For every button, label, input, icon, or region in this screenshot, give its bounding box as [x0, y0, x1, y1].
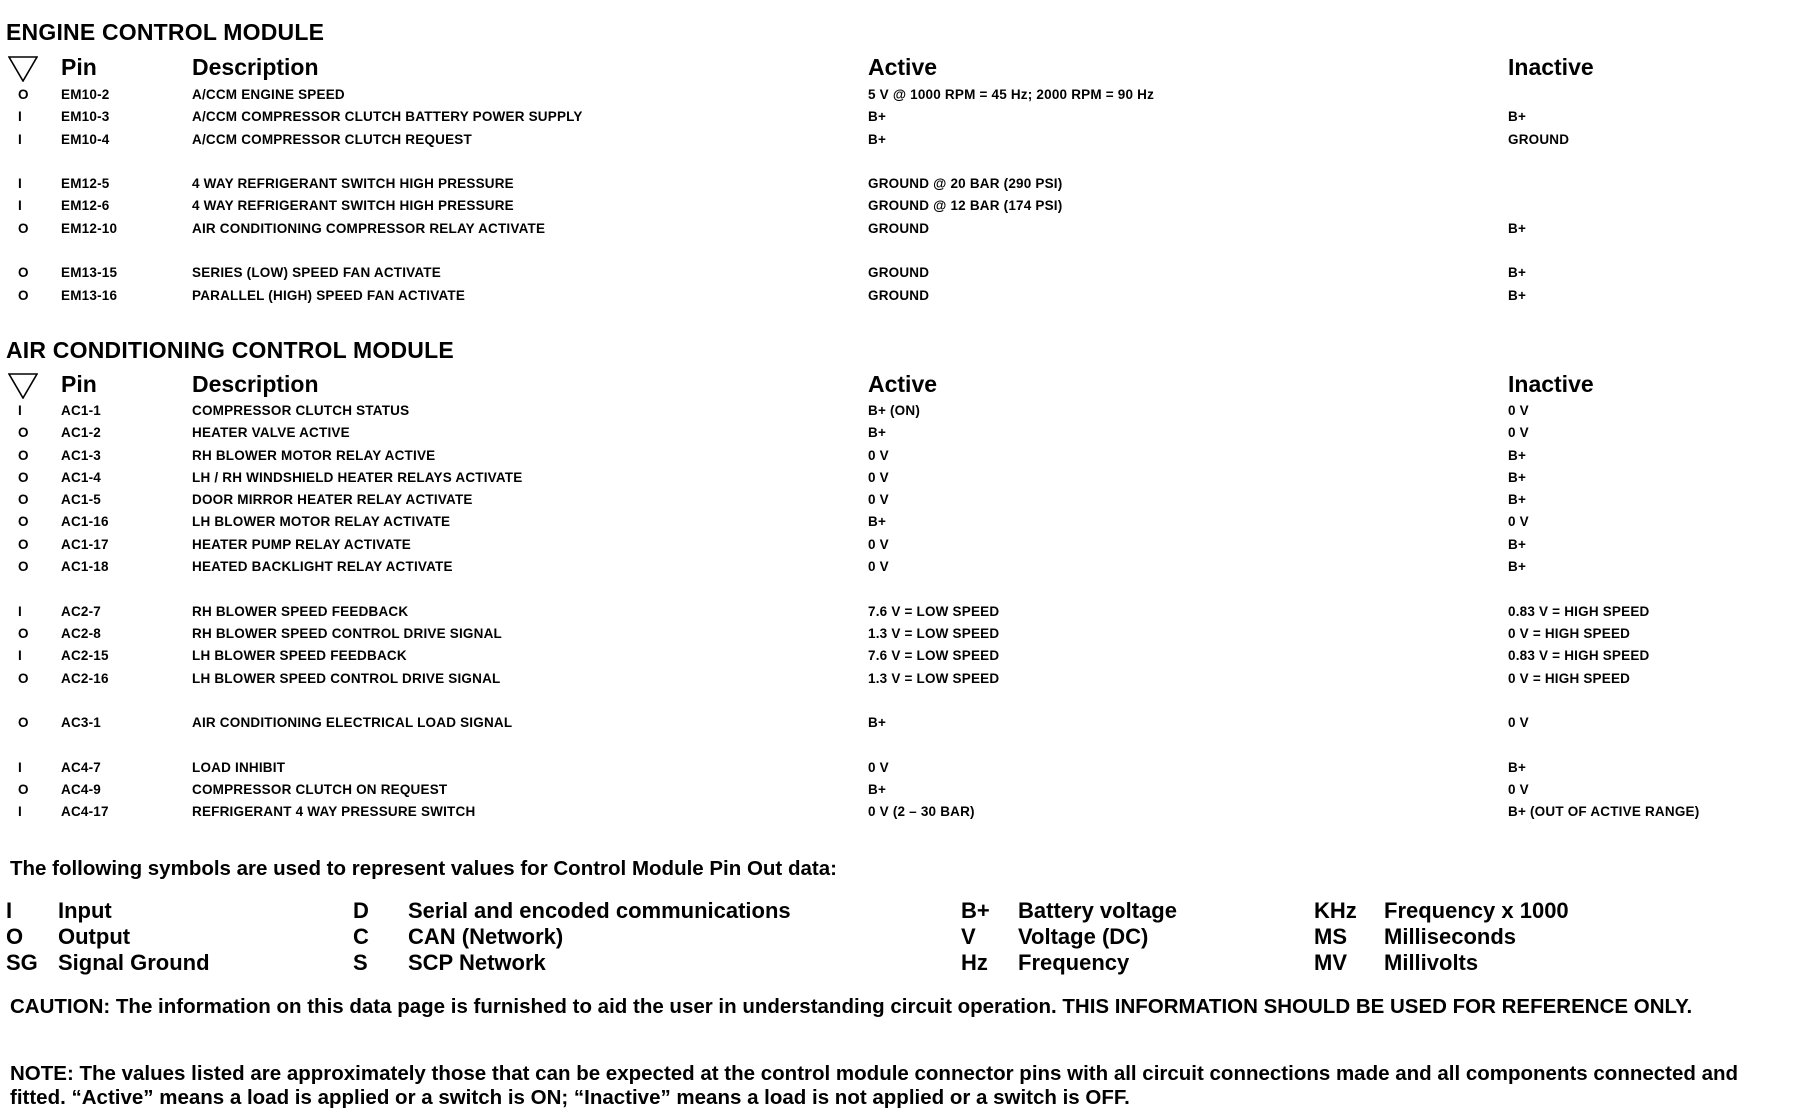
table-row — [6, 445, 1788, 467]
table-row — [6, 467, 1788, 489]
pin-io-type: O — [18, 625, 29, 641]
pin-description: 4 WAY REFRIGERANT SWITCH HIGH PRESSURE — [192, 198, 514, 214]
inactive-value: 0 V — [1508, 425, 1529, 441]
pin-description: REFRIGERANT 4 WAY PRESSURE SWITCH — [192, 804, 476, 820]
table-row — [6, 489, 1788, 511]
pin-description: RH BLOWER SPEED CONTROL DRIVE SIGNAL — [192, 625, 502, 641]
legend-meaning: Voltage (DC) — [1018, 924, 1149, 949]
pin-id: AC1-4 — [61, 469, 102, 485]
pin-description: RH BLOWER MOTOR RELAY ACTIVE — [192, 447, 436, 463]
legend-symbol: KHz — [1314, 898, 1357, 923]
active-value: B+ — [868, 131, 887, 147]
pin-io-type: I — [18, 648, 22, 664]
pin-id: AC1-16 — [61, 514, 109, 530]
header-active: Active — [868, 371, 938, 397]
legend-symbol: D — [353, 898, 369, 923]
table-row — [6, 511, 1788, 533]
pin-io-type: O — [18, 782, 29, 798]
legend-symbol: MS — [1314, 924, 1347, 949]
pin-id: AC1-3 — [61, 447, 102, 463]
pin-io-type: I — [18, 603, 22, 619]
legend-meaning: Output — [58, 924, 131, 949]
legend-meaning: Millivolts — [1384, 950, 1479, 975]
inactive-value: B+ — [1508, 265, 1527, 281]
pin-id: AC3-1 — [61, 715, 102, 731]
pin-id: AC4-9 — [61, 782, 102, 798]
pin-io-type: O — [18, 87, 29, 102]
pin-io-type: O — [18, 447, 29, 463]
table-row — [6, 218, 1788, 240]
pin-id: EM13-15 — [61, 265, 118, 281]
table-row — [6, 623, 1788, 645]
active-value: 0 V — [868, 469, 889, 485]
header-inactive: Inactive — [1508, 54, 1594, 80]
pin-description: HEATED BACKLIGHT RELAY ACTIVATE — [192, 559, 453, 575]
active-value: 0 V — [868, 759, 889, 775]
pin-id: EM12-5 — [61, 176, 110, 192]
legend-meaning: Serial and encoded communications — [408, 898, 791, 923]
inactive-value: B+ (OUT OF ACTIVE RANGE) — [1508, 804, 1700, 820]
pin-io-type: O — [18, 559, 29, 575]
pin-description: 4 WAY REFRIGERANT SWITCH HIGH PRESSURE — [192, 176, 514, 192]
header-pin: Pin — [61, 371, 97, 397]
section-title-accm: AIR CONDITIONING CONTROL MODULE — [6, 337, 454, 363]
inactive-value: 0.83 V = HIGH SPEED — [1508, 603, 1650, 619]
active-value: GROUND — [868, 220, 930, 236]
note-text: NOTE: The values listed are approximately those that can be expected at the control module connector pins with all circuit connections made and all components connected and fitted. “Active” means a load is applied or a switch is ON; “Inactive” means a load is not applied or a switch is OFF. — [10, 1062, 1739, 1109]
inactive-value: B+ — [1508, 447, 1527, 463]
active-value: B+ (ON) — [868, 403, 921, 418]
triangle-down-icon — [8, 56, 38, 82]
table-row — [6, 645, 1788, 667]
header-active: Active — [868, 54, 938, 80]
inactive-value: GROUND — [1508, 131, 1570, 147]
pin-io-type: I — [18, 804, 22, 820]
legend-symbol: MV — [1314, 950, 1347, 975]
active-value: 1.3 V = LOW SPEED — [868, 670, 1000, 686]
caution-text: CAUTION: The information on this data page is furnished to aid the user in understanding circuit operation. THIS INFORMATION SHOULD BE USED FOR REFERENCE ONLY. — [10, 995, 1693, 1018]
pin-id: EM13-16 — [61, 287, 118, 303]
active-value: B+ — [868, 109, 887, 125]
table-row — [6, 106, 1788, 128]
pin-description: SERIES (LOW) SPEED FAN ACTIVATE — [192, 265, 441, 281]
pin-id: AC1-2 — [61, 425, 102, 441]
active-value: GROUND — [868, 287, 930, 303]
table-row — [6, 129, 1788, 151]
table-row — [6, 285, 1788, 307]
table-row — [6, 534, 1788, 556]
inactive-value: 0 V — [1508, 514, 1529, 530]
header-pin: Pin — [61, 54, 97, 80]
pin-description: PARALLEL (HIGH) SPEED FAN ACTIVATE — [192, 287, 466, 303]
active-value: 1.3 V = LOW SPEED — [868, 625, 1000, 641]
pin-description: AIR CONDITIONING COMPRESSOR RELAY ACTIVATE — [192, 220, 546, 236]
header-description: Description — [192, 371, 319, 397]
active-value: 0 V — [868, 559, 889, 575]
pin-description: COMPRESSOR CLUTCH ON REQUEST — [192, 782, 448, 798]
active-value: B+ — [868, 782, 887, 798]
symbol-legend — [6, 898, 1788, 978]
legend-intro: The following symbols are used to represent values for Control Module Pin Out data: — [10, 857, 837, 880]
pin-io-type: O — [18, 492, 29, 508]
pin-description: LOAD INHIBIT — [192, 759, 286, 775]
pin-id: AC1-17 — [61, 536, 109, 552]
legend-symbol: SG — [6, 950, 38, 975]
legend-meaning: Signal Ground — [58, 950, 210, 975]
pin-id: AC4-7 — [61, 759, 102, 775]
legend-symbol: C — [353, 924, 369, 949]
pin-io-type: I — [18, 131, 22, 147]
inactive-value: 0 V = HIGH SPEED — [1508, 670, 1631, 686]
pin-description: LH / RH WINDSHIELD HEATER RELAYS ACTIVATE — [192, 469, 523, 485]
pin-id: AC2-16 — [61, 670, 109, 686]
pin-io-type: I — [18, 109, 22, 125]
legend-symbol: Hz — [961, 950, 988, 975]
table-row — [6, 779, 1788, 801]
active-value: 0 V — [868, 447, 889, 463]
active-value: B+ — [868, 715, 887, 731]
legend-meaning: Frequency — [1018, 950, 1130, 975]
table-row — [6, 422, 1788, 444]
legend-symbol: O — [6, 924, 24, 949]
pin-description: HEATER PUMP RELAY ACTIVATE — [192, 536, 411, 552]
inactive-value: 0 V — [1508, 715, 1529, 731]
header-description: Description — [192, 54, 319, 80]
section-title-ecm: ENGINE CONTROL MODULE — [6, 19, 325, 45]
active-value: 0 V — [868, 536, 889, 552]
active-value: 0 V — [868, 492, 889, 508]
pin-description: A/CCM COMPRESSOR CLUTCH REQUEST — [192, 131, 472, 147]
pin-description: A/CCM ENGINE SPEED — [192, 87, 345, 102]
legend-meaning: Milliseconds — [1384, 924, 1517, 949]
pin-id: EM10-2 — [61, 87, 110, 102]
legend-symbol: S — [353, 950, 368, 975]
pin-io-type: I — [18, 176, 22, 192]
pin-id: AC1-1 — [61, 403, 102, 418]
pin-description: DOOR MIRROR HEATER RELAY ACTIVATE — [192, 492, 473, 508]
header-inactive: Inactive — [1508, 371, 1594, 397]
inactive-value: B+ — [1508, 559, 1527, 575]
legend-meaning: Battery voltage — [1018, 898, 1177, 923]
table-row — [6, 601, 1788, 623]
active-value: B+ — [868, 425, 887, 441]
pin-io-type: O — [18, 670, 29, 686]
legend-meaning: Frequency x 1000 — [1384, 898, 1569, 923]
legend-meaning: CAN (Network) — [408, 924, 564, 949]
pin-table-ecm — [6, 84, 1788, 307]
pin-io-type: O — [18, 514, 29, 530]
pin-id: EM12-10 — [61, 220, 118, 236]
inactive-value: B+ — [1508, 536, 1527, 552]
table-row — [6, 668, 1788, 690]
table-row — [6, 262, 1788, 284]
active-value: GROUND — [868, 265, 930, 281]
pin-io-type: O — [18, 425, 29, 441]
inactive-value: 0 V — [1508, 782, 1529, 798]
triangle-down-icon — [8, 373, 38, 399]
legend-symbol: B+ — [961, 898, 990, 923]
active-value: 5 V @ 1000 RPM = 45 Hz; 2000 RPM = 90 Hz — [868, 87, 1155, 102]
pin-description: A/CCM COMPRESSOR CLUTCH BATTERY POWER SUPPLY — [192, 109, 583, 125]
active-value: 7.6 V = LOW SPEED — [868, 603, 1000, 619]
active-value: GROUND @ 20 BAR (290 PSI) — [868, 176, 1063, 192]
inactive-value: B+ — [1508, 469, 1527, 485]
pin-description: COMPRESSOR CLUTCH STATUS — [192, 403, 410, 418]
pin-io-type: O — [18, 265, 29, 281]
pin-id: EM10-3 — [61, 109, 110, 125]
pin-description: RH BLOWER SPEED FEEDBACK — [192, 603, 409, 619]
table-row — [6, 195, 1788, 217]
pin-id: AC2-8 — [61, 625, 102, 641]
table-row — [6, 712, 1788, 734]
pin-io-type: O — [18, 536, 29, 552]
inactive-value: 0 V = HIGH SPEED — [1508, 625, 1631, 641]
pin-io-type: O — [18, 220, 29, 236]
pin-id: AC2-15 — [61, 648, 109, 664]
pin-description: LH BLOWER SPEED FEEDBACK — [192, 648, 407, 664]
pin-io-type: O — [18, 715, 29, 731]
legend-meaning: SCP Network — [408, 950, 546, 975]
pin-io-type: O — [18, 469, 29, 485]
pin-table-accm — [6, 400, 1788, 824]
inactive-value: B+ — [1508, 220, 1527, 236]
table-row — [6, 84, 1788, 106]
active-value: 0 V (2 – 30 BAR) — [868, 804, 975, 820]
table-row — [6, 801, 1788, 823]
table-row — [6, 173, 1788, 195]
inactive-value: B+ — [1508, 109, 1527, 125]
pin-id: EM12-6 — [61, 198, 110, 214]
pin-id: AC1-18 — [61, 559, 109, 575]
pin-description: HEATER VALVE ACTIVE — [192, 425, 350, 441]
active-value: B+ — [868, 514, 887, 530]
inactive-value: B+ — [1508, 759, 1527, 775]
pin-io-type: I — [18, 198, 22, 214]
legend-symbol: I — [6, 898, 13, 923]
active-value: GROUND @ 12 BAR (174 PSI) — [868, 198, 1063, 214]
legend-meaning: Input — [58, 898, 112, 923]
pin-id: AC2-7 — [61, 603, 102, 619]
pin-id: EM10-4 — [61, 131, 110, 147]
active-value: 7.6 V = LOW SPEED — [868, 648, 1000, 664]
pin-io-type: I — [18, 403, 22, 418]
inactive-value: 0 V — [1508, 403, 1529, 418]
pin-description: LH BLOWER SPEED CONTROL DRIVE SIGNAL — [192, 670, 501, 686]
legend-symbol: V — [961, 924, 976, 949]
table-row — [6, 556, 1788, 578]
pin-id: AC1-5 — [61, 492, 102, 508]
table-row — [6, 757, 1788, 779]
pin-description: LH BLOWER MOTOR RELAY ACTIVATE — [192, 514, 451, 530]
table-row — [6, 400, 1788, 422]
pin-io-type: I — [18, 759, 22, 775]
pin-description: AIR CONDITIONING ELECTRICAL LOAD SIGNAL — [192, 715, 513, 731]
pin-id: AC4-17 — [61, 804, 109, 820]
inactive-value: B+ — [1508, 492, 1527, 508]
pin-io-type: O — [18, 287, 29, 303]
inactive-value: 0.83 V = HIGH SPEED — [1508, 648, 1650, 664]
inactive-value: B+ — [1508, 287, 1527, 303]
